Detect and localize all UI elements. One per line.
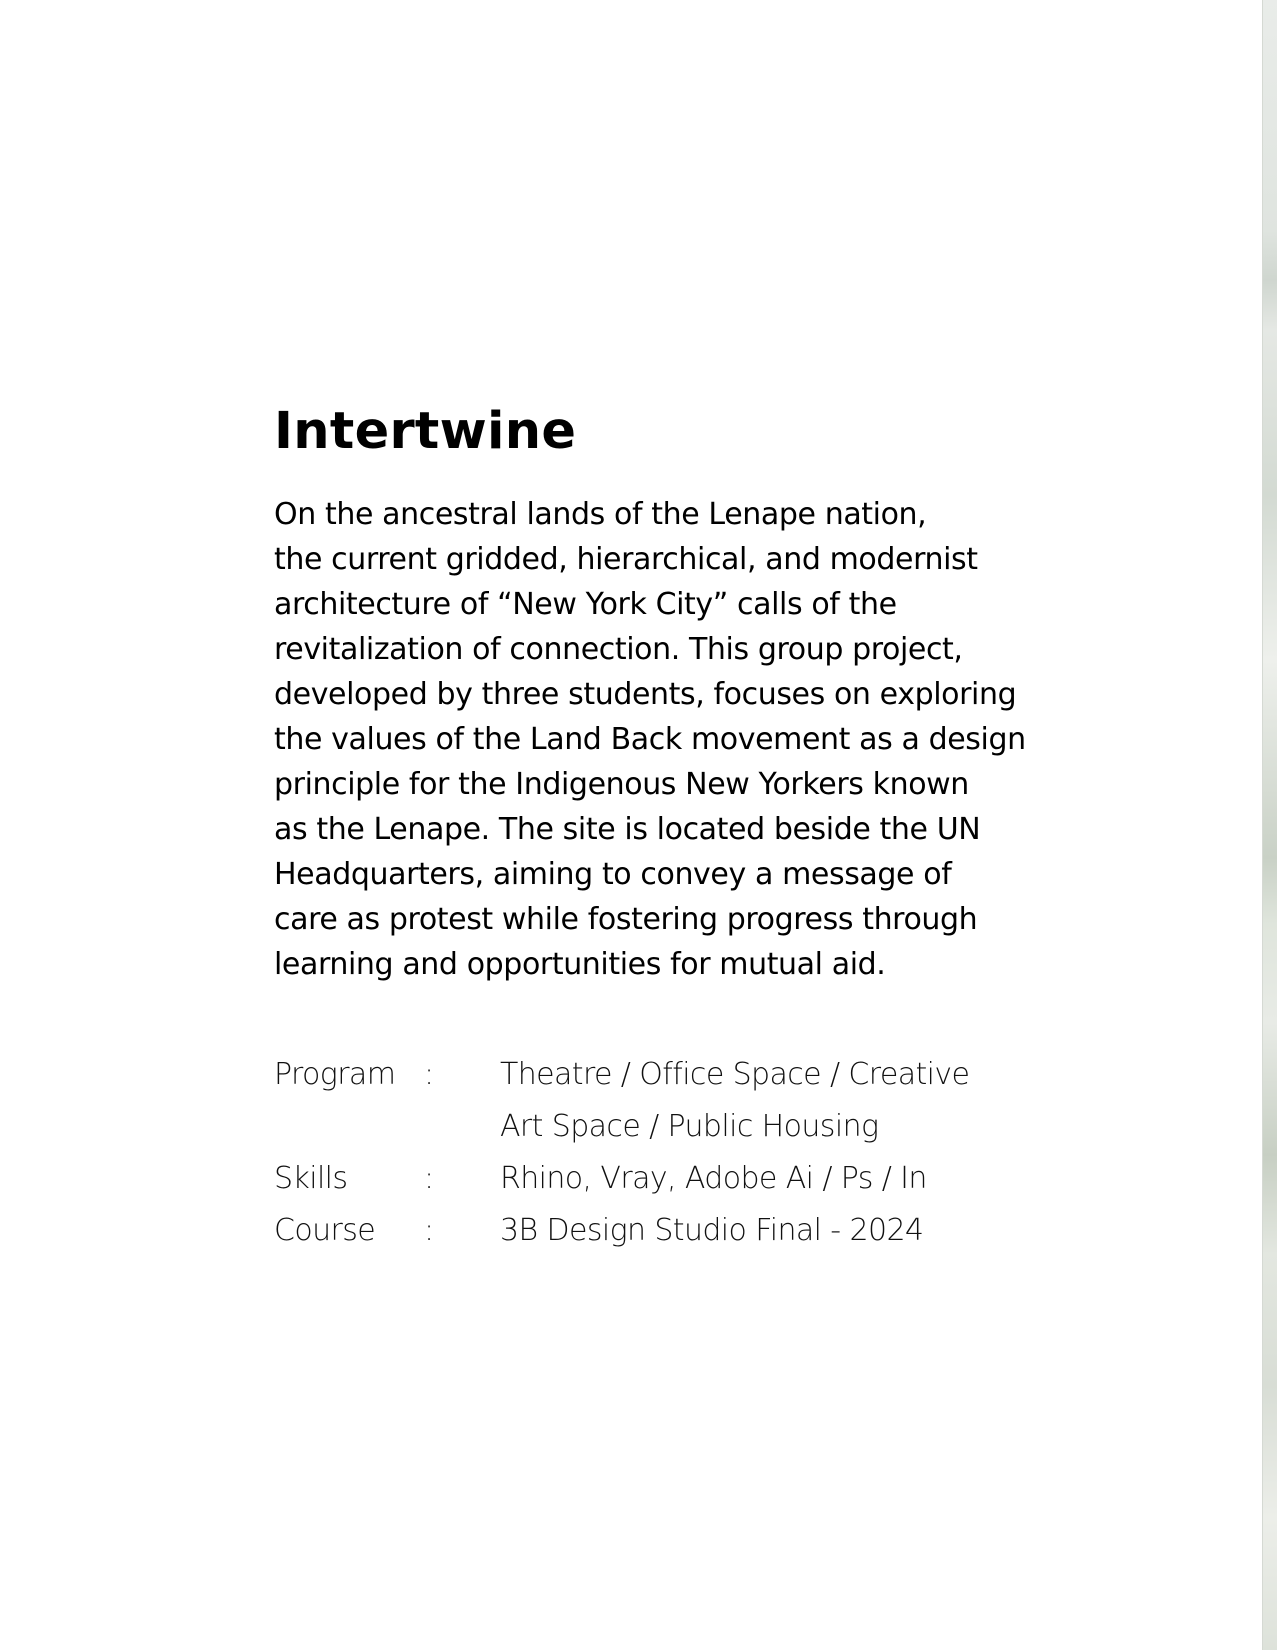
project-description [274,492,1026,987]
detail-value-line: Art Space / Public Housing [500,1109,879,1144]
detail-value-line: Theatre / Office Space / Creative [500,1057,970,1092]
description-line: care as protest while fostering progress through [274,902,978,937]
description-line: the current gridded, hierarchical, and modernist [274,542,978,577]
description-line: architecture of “New York City” calls of the [274,587,897,622]
description-line: as the Lenape. The site is located beside the UN [274,812,981,847]
detail-value-line: Rhino, Vray, Adobe Ai / Ps / In [500,1161,927,1196]
project-details [274,1049,1014,1257]
description-line: developed by three students, focuses on exploring [274,677,1017,712]
detail-separator: : [424,1161,434,1196]
description-line: principle for the Indigenous New Yorkers known [274,767,969,802]
detail-separator: : [424,1213,434,1248]
detail-row-skills [274,1153,1014,1205]
description-line: On the ancestral lands of the Lenape nation, [274,497,927,532]
detail-value [500,1205,923,1257]
detail-row-course [274,1205,1014,1257]
project-summary [274,400,1026,1257]
description-line: learning and opportunities for mutual aid. [274,947,886,982]
description-line: revitalization of connection. This group project, [274,632,963,667]
detail-label: Course [274,1213,376,1248]
project-title: Intertwine [274,402,577,461]
description-line: the values of the Land Back movement as a design [274,722,1026,757]
detail-row-program [274,1049,1014,1153]
detail-separator: : [424,1057,434,1092]
detail-value-line: 3B Design Studio Final - 2024 [500,1213,924,1248]
detail-label: Skills [274,1161,348,1196]
detail-value [500,1049,969,1153]
detail-value [500,1153,927,1205]
adjacent-page-edge [1262,0,1277,1650]
detail-label: Program [274,1057,396,1092]
description-line: Headquarters, aiming to convey a message of [274,857,952,892]
